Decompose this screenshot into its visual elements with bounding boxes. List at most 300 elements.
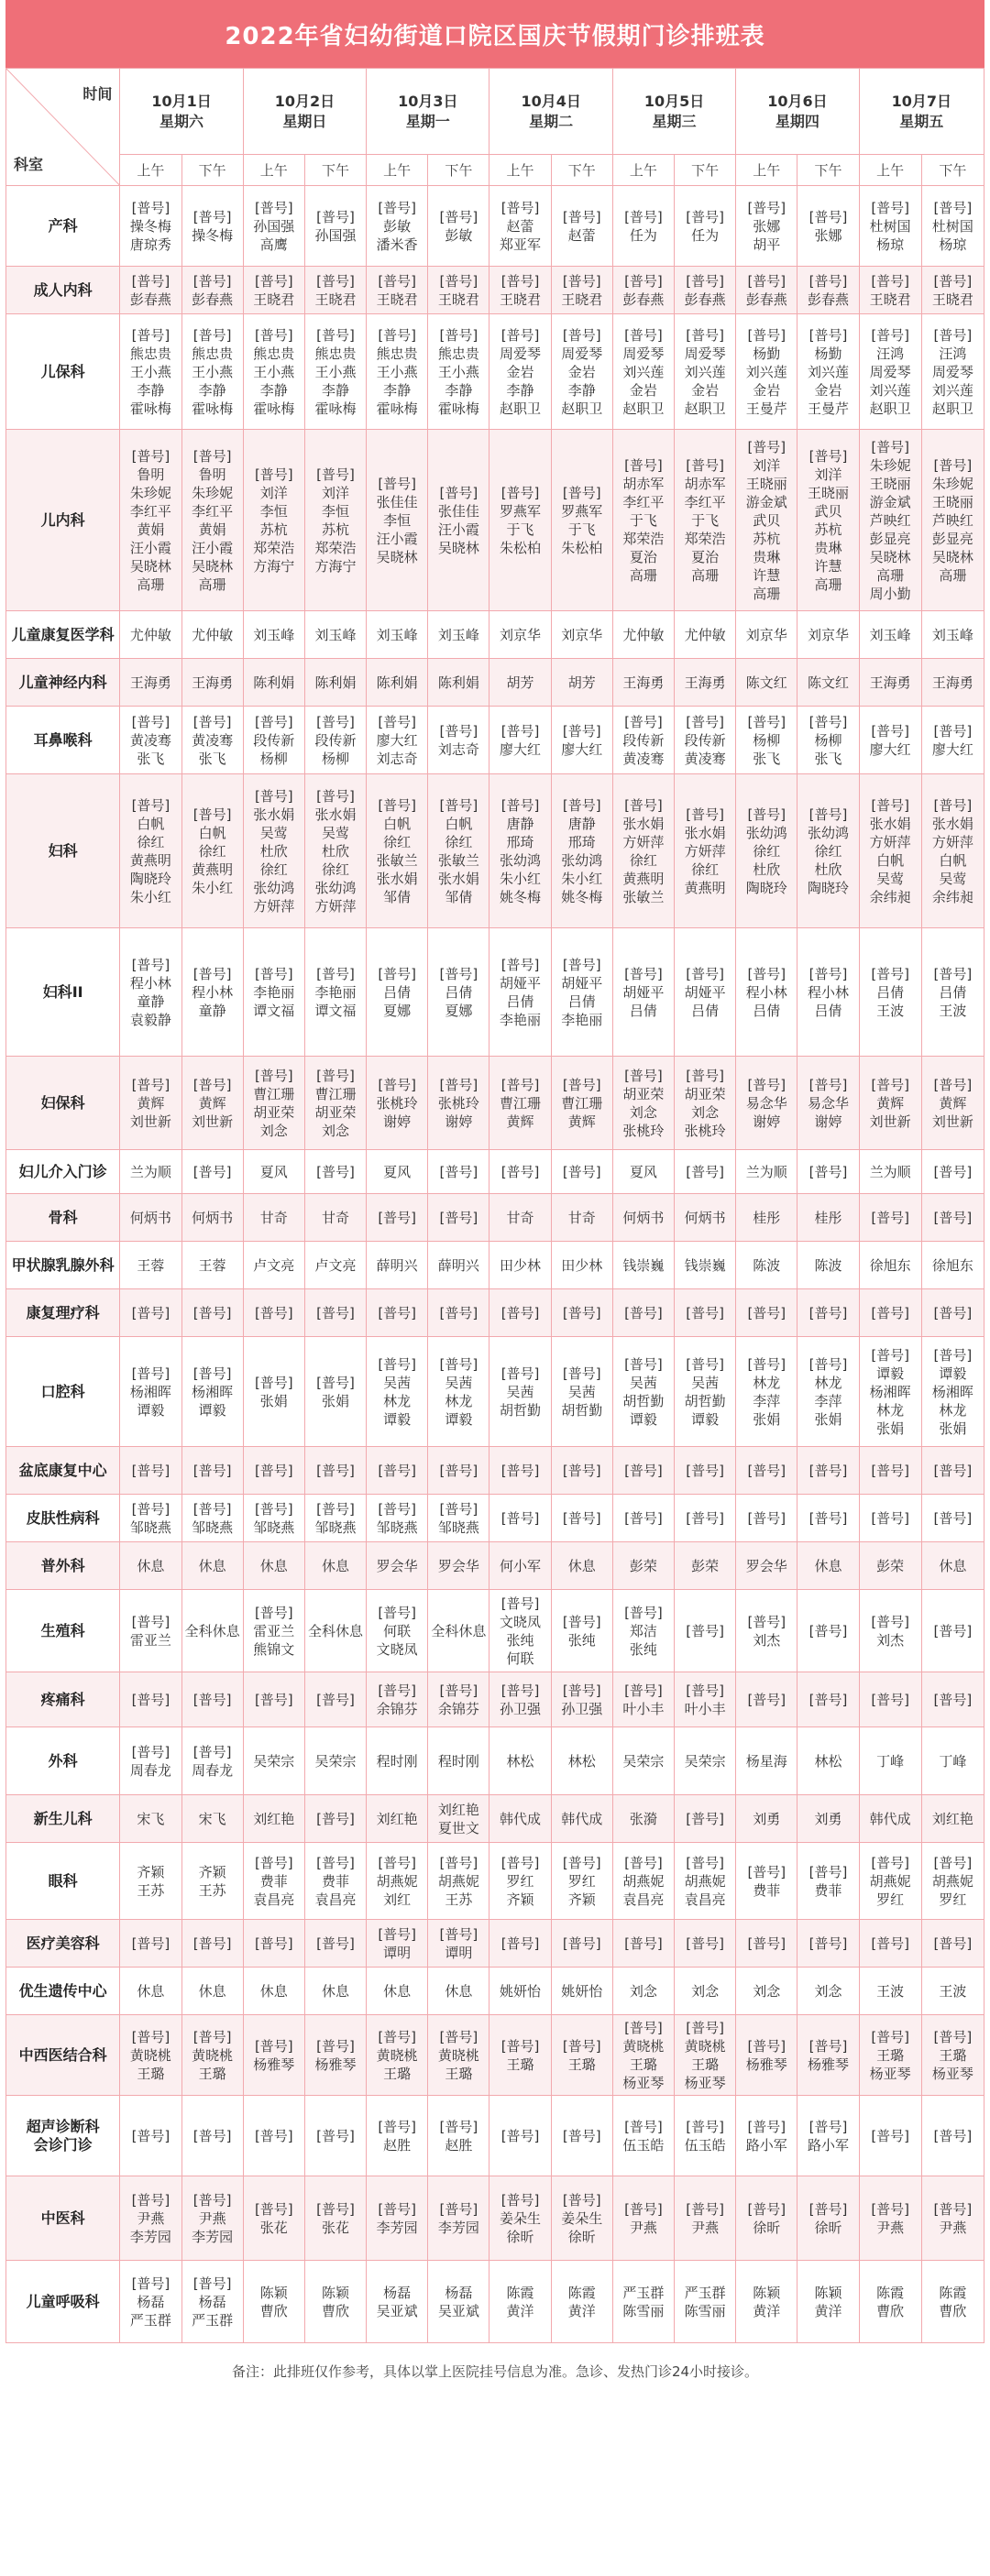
am-shift-cell: [普号] 杨湘晖 谭毅 [120, 1337, 182, 1447]
schedule-body [6, 186, 984, 2343]
pm-shift-cell: [普号] 王璐 [551, 2015, 612, 2096]
pm-shift-cell: 陈颖 黄洋 [798, 2261, 859, 2343]
am-shift-cell: [普号] 白帆 徐红 张敏兰 张水娟 邹倩 [367, 774, 428, 928]
dept-name-cell: 医疗美容科 [6, 1920, 120, 1968]
am-shift-cell: [普号] 胡娅平 吕倩 [612, 928, 674, 1057]
pm-shift-cell: [普号] 熊忠贵 王小燕 李静 霍咏梅 [428, 314, 490, 430]
pm-shift-cell: [普号] 吕倩 王波 [921, 928, 984, 1057]
pm-shift-cell: [普号] 胡娅平 吕倩 [675, 928, 736, 1057]
am-shift-cell: 吴荣宗 [612, 1727, 674, 1795]
am-shift-cell: [普号] [490, 1920, 551, 1968]
pm-header: 下午 [551, 155, 612, 186]
am-shift-cell: [普号] 王晓君 [367, 267, 428, 314]
pm-shift-cell: [普号] 吴茜 林龙 谭毅 [428, 1337, 490, 1447]
am-shift-cell: [普号] 伍玉皓 [612, 2096, 674, 2176]
pm-shift-cell: [普号] [798, 1289, 859, 1337]
am-shift-cell: 王蓉 [120, 1242, 182, 1289]
am-shift-cell: [普号] 王璐 [490, 2015, 551, 2096]
pm-shift-cell: [普号] 赵胜 [428, 2096, 490, 2176]
am-shift-cell: 韩代成 [490, 1795, 551, 1843]
am-shift-cell: [普号] 王晓君 [490, 267, 551, 314]
am-shift-cell: [普号] 张花 [243, 2176, 304, 2261]
dept-name-cell: 普外科 [6, 1542, 120, 1590]
am-shift-cell: [普号] [490, 1150, 551, 1194]
pm-shift-cell: [普号] [428, 1150, 490, 1194]
am-shift-cell: [普号] [736, 1447, 798, 1495]
am-shift-cell: [普号] 彭春燕 [120, 267, 182, 314]
am-shift-cell: [普号] 廖大红 [859, 707, 921, 774]
pm-shift-cell: [普号] 程小林 童静 [182, 928, 243, 1057]
am-shift-cell: [普号] 张幼鸿 徐红 杜欣 陶晓玲 [736, 774, 798, 928]
am-shift-cell: [普号] [859, 1289, 921, 1337]
am-header: 上午 [243, 155, 304, 186]
table-row [6, 1057, 984, 1150]
table-row [6, 1337, 984, 1447]
pm-shift-cell: 休息 [182, 1542, 243, 1590]
pm-shift-cell: 刘念 [675, 1968, 736, 2015]
pm-shift-cell: 胡芳 [551, 659, 612, 707]
pm-shift-cell: 刘京华 [551, 611, 612, 659]
am-header: 上午 [490, 155, 551, 186]
am-shift-cell: [普号] 文晓凤 张纯 何联 [490, 1590, 551, 1672]
am-shift-cell: 徐旭东 [859, 1242, 921, 1289]
am-shift-cell: [普号] [367, 1289, 428, 1337]
am-shift-cell: [普号] 朱珍妮 王晓丽 游金斌 芦映红 彭显亮 吴晓林 高珊 周小勤 [859, 430, 921, 611]
pm-shift-cell: [普号] 邹晓燕 [304, 1495, 366, 1542]
pm-shift-cell: [普号] 黄晓桃 王璐 杨亚琴 [675, 2015, 736, 2096]
pm-shift-cell: 休息 [551, 1542, 612, 1590]
am-shift-cell: [普号] [490, 1495, 551, 1542]
dept-name-cell: 康复理疗科 [6, 1289, 120, 1337]
pm-shift-cell: [普号] 吕倩 夏娜 [428, 928, 490, 1057]
pm-shift-cell: [普号] 周春龙 [182, 1727, 243, 1795]
pm-shift-cell: [普号] [304, 1672, 366, 1727]
am-shift-cell: [普号] [120, 1672, 182, 1727]
am-shift-cell: [普号] [243, 1289, 304, 1337]
am-shift-cell: 罗会华 [736, 1542, 798, 1590]
pm-shift-cell: [普号] [304, 1795, 366, 1843]
dept-name-cell: 新生儿科 [6, 1795, 120, 1843]
am-shift-cell: [普号] [859, 1920, 921, 1968]
am-shift-cell: [普号] 杨磊 严玉群 [120, 2261, 182, 2343]
am-shift-cell: [普号] 张水娟 吴莺 杜欣 徐红 张幼鸿 方妍萍 [243, 774, 304, 928]
pm-shift-cell: [普号] 费菲 袁昌亮 [304, 1843, 366, 1920]
am-shift-cell: 尤仲敏 [120, 611, 182, 659]
pm-shift-cell: [普号] 孙国强 [304, 186, 366, 267]
pm-shift-cell: [普号] [304, 1289, 366, 1337]
am-shift-cell: 刘勇 [736, 1795, 798, 1843]
am-shift-cell: [普号] 郑洁 张纯 [612, 1590, 674, 1672]
am-shift-cell: 休息 [120, 1968, 182, 2015]
footnote: 备注：此排班仅作参考，具体以掌上医院挂号信息为准。急诊、发热门诊24小时接诊。 [231, 2362, 759, 2380]
am-shift-cell: [普号] 雷亚兰 [120, 1590, 182, 1672]
pm-shift-cell: 田少林 [551, 1242, 612, 1289]
pm-shift-cell: [普号] [798, 1672, 859, 1727]
am-shift-cell: 陈利娟 [243, 659, 304, 707]
am-shift-cell: 宋飞 [120, 1795, 182, 1843]
am-shift-cell: [普号] 吕倩 夏娜 [367, 928, 428, 1057]
dept-name-cell: 眼科 [6, 1843, 120, 1920]
am-shift-cell: [普号] 汪鸿 周爱琴 刘兴莲 赵职卫 [859, 314, 921, 430]
pm-shift-cell: [普号] 王晓君 [428, 267, 490, 314]
dept-name-cell: 儿童神经内科 [6, 659, 120, 707]
am-shift-cell: [普号] 熊忠贵 王小燕 李静 霍咏梅 [120, 314, 182, 430]
am-shift-cell: [普号] [120, 1289, 182, 1337]
table-row [6, 2015, 984, 2096]
dept-name-cell: 儿童呼吸科 [6, 2261, 120, 2343]
am-shift-cell: 陈波 [736, 1242, 798, 1289]
am-shift-cell: [普号] 李艳丽 谭文福 [243, 928, 304, 1057]
pm-shift-cell: [普号] [182, 1920, 243, 1968]
pm-shift-cell: [普号] 廖大红 [551, 707, 612, 774]
dept-name-cell: 儿内科 [6, 430, 120, 611]
am-shift-cell: [普号] 何联 文晓凤 [367, 1590, 428, 1672]
corner-header [6, 69, 120, 186]
pm-shift-cell: 刘玉峰 [428, 611, 490, 659]
am-shift-cell: 韩代成 [859, 1795, 921, 1843]
pm-shift-cell: 王波 [921, 1968, 984, 2015]
table-row [6, 2261, 984, 2343]
pm-shift-cell: [普号] 王晓君 [304, 267, 366, 314]
dept-name-cell: 甲状腺乳腺外科 [6, 1242, 120, 1289]
pm-shift-cell: [普号] 胡赤军 李红平 于飞 郑荣浩 夏治 高珊 [675, 430, 736, 611]
pm-shift-cell: 严玉群 陈雪丽 [675, 2261, 736, 2343]
pm-shift-cell: [普号] [428, 1289, 490, 1337]
pm-shift-cell: [普号] 鲁明 朱珍妮 李红平 黄娟 汪小霞 吴晓林 高珊 [182, 430, 243, 611]
pm-shift-cell: [普号] [921, 1447, 984, 1495]
pm-shift-cell: 丁峰 [921, 1727, 984, 1795]
pm-shift-cell: [普号] 胡亚荣 刘念 张桃玲 [675, 1057, 736, 1150]
am-shift-cell: 姚妍怡 [490, 1968, 551, 2015]
am-shift-cell: 兰为顺 [736, 1150, 798, 1194]
am-shift-cell: [普号] 操冬梅 唐琼秀 [120, 186, 182, 267]
pm-shift-cell: 陈霞 黄洋 [551, 2261, 612, 2343]
pm-shift-cell: [普号] 彭春燕 [675, 267, 736, 314]
pm-shift-cell: [普号] [551, 1920, 612, 1968]
am-shift-cell: [普号] 段传新 杨柳 [243, 707, 304, 774]
am-shift-cell: 刘玉峰 [859, 611, 921, 659]
am-shift-cell: 王海勇 [859, 659, 921, 707]
am-shift-cell: [普号] 吴茜 胡哲勤 谭毅 [612, 1337, 674, 1447]
pm-shift-cell: [普号] [675, 1150, 736, 1194]
table-row [6, 430, 984, 611]
am-shift-cell: 休息 [243, 1542, 304, 1590]
pm-shift-cell: [普号] 张水娟 方妍萍 徐红 黄燕明 [675, 774, 736, 928]
am-shift-cell: [普号] 段传新 黄凌骞 [612, 707, 674, 774]
am-shift-cell: [普号] 李芳园 [367, 2176, 428, 2261]
pm-shift-cell: [普号] 胡燕妮 王苏 [428, 1843, 490, 1920]
pm-shift-cell: [普号] 谭毅 杨湘晖 林龙 张娟 [921, 1337, 984, 1447]
pm-shift-cell: [普号] 唐静 邢琦 张幼鸿 朱小红 姚冬梅 [551, 774, 612, 928]
am-shift-cell: [普号] 刘杰 [736, 1590, 798, 1672]
time-label: 时间 [82, 85, 113, 103]
pm-shift-cell: 韩代成 [551, 1795, 612, 1843]
pm-shift-cell: 陈利娟 [428, 659, 490, 707]
dept-name-cell: 外科 [6, 1727, 120, 1795]
dept-name-cell: 超声诊断科 会诊门诊 [6, 2096, 120, 2176]
am-shift-cell: 彭荣 [859, 1542, 921, 1590]
pm-shift-cell: 程时刚 [428, 1727, 490, 1795]
am-shift-cell: [普号] [859, 1194, 921, 1242]
am-shift-cell: 田少林 [490, 1242, 551, 1289]
pm-shift-cell: [普号] 王晓君 [551, 267, 612, 314]
pm-shift-cell: [普号] 尹燕 [675, 2176, 736, 2261]
am-shift-cell: [普号] 孙卫强 [490, 1672, 551, 1727]
am-shift-cell: [普号] 吴茜 林龙 谭毅 [367, 1337, 428, 1447]
am-shift-cell: [普号] 尹燕 李芳园 [120, 2176, 182, 2261]
pm-shift-cell: [普号] [304, 2096, 366, 2176]
am-shift-cell: [普号] 徐昕 [736, 2176, 798, 2261]
pm-shift-cell: [普号] 林龙 李萍 张娟 [798, 1337, 859, 1447]
table-row [6, 1727, 984, 1795]
pm-shift-cell: [普号] 叶小丰 [675, 1672, 736, 1727]
dept-name-cell: 中西医结合科 [6, 2015, 120, 2096]
pm-shift-cell: 刘红艳 夏世文 [428, 1795, 490, 1843]
pm-shift-cell: [普号] 刘志奇 [428, 707, 490, 774]
am-shift-cell: [普号] 谭毅 杨湘晖 林龙 张娟 [859, 1337, 921, 1447]
pm-shift-cell: [普号] 黄晓桃 王璐 [428, 2015, 490, 2096]
table-row [6, 1194, 984, 1242]
pm-shift-cell: 王海勇 [182, 659, 243, 707]
am-shift-cell: 休息 [120, 1542, 182, 1590]
am-shift-cell: [普号] 罗燕军 于飞 朱松柏 [490, 430, 551, 611]
pm-shift-cell: [普号] 胡燕妮 罗红 [921, 1843, 984, 1920]
am-shift-cell: 林松 [490, 1727, 551, 1795]
pm-shift-cell: 何炳书 [182, 1194, 243, 1242]
am-shift-cell: [普号] 吕倩 王波 [859, 928, 921, 1057]
pm-shift-cell: 姚妍怡 [551, 1968, 612, 2015]
pm-shift-cell: 全科休息 [182, 1590, 243, 1672]
pm-shift-cell: [普号] [182, 1289, 243, 1337]
am-shift-cell: 王海勇 [612, 659, 674, 707]
am-shift-cell: [普号] 叶小丰 [612, 1672, 674, 1727]
pm-shift-cell: [普号] 胡燕妮 袁昌亮 [675, 1843, 736, 1920]
pm-shift-cell: [普号] 杨雅琴 [304, 2015, 366, 2096]
pm-shift-cell: [普号] 张幼鸿 徐红 杜欣 陶晓玲 [798, 774, 859, 928]
am-shift-cell: 刘玉峰 [367, 611, 428, 659]
am-shift-cell: [普号] 孙国强 高鹰 [243, 186, 304, 267]
am-shift-cell: [普号] 胡燕妮 袁昌亮 [612, 1843, 674, 1920]
table-row [6, 928, 984, 1057]
pm-shift-cell: [普号] 李艳丽 谭文福 [304, 928, 366, 1057]
pm-shift-cell: 休息 [921, 1542, 984, 1590]
pm-shift-cell: [普号] 邹晓燕 [428, 1495, 490, 1542]
am-shift-cell: [普号] [612, 1289, 674, 1337]
am-shift-cell: [普号] 雷亚兰 熊锦文 [243, 1590, 304, 1672]
am-shift-cell: [普号] 周春龙 [120, 1727, 182, 1795]
pm-shift-cell: [普号] 徐昕 [798, 2176, 859, 2261]
pm-shift-cell: [普号] [798, 1920, 859, 1968]
am-shift-cell: 卢文亮 [243, 1242, 304, 1289]
am-shift-cell: [普号] [490, 2096, 551, 2176]
am-shift-cell: 钱崇巍 [612, 1242, 674, 1289]
pm-shift-cell: [普号] 张娜 [798, 186, 859, 267]
am-shift-cell: 夏风 [612, 1150, 674, 1194]
pm-shift-cell: [普号] [675, 1920, 736, 1968]
dept-name-cell: 成人内科 [6, 267, 120, 314]
am-shift-cell: [普号] [736, 1672, 798, 1727]
am-shift-cell: 兰为顺 [120, 1150, 182, 1194]
pm-shift-cell: [普号] 杨磊 严玉群 [182, 2261, 243, 2343]
am-shift-cell: [普号] 周爱琴 刘兴莲 金岩 赵职卫 [612, 314, 674, 430]
pm-shift-cell: 陈霞 曹欣 [921, 2261, 984, 2343]
pm-shift-cell: 王海勇 [675, 659, 736, 707]
pm-shift-cell: 王蓉 [182, 1242, 243, 1289]
am-shift-cell: [普号] 姜朵生 徐昕 [490, 2176, 551, 2261]
pm-shift-cell: [普号] 熊忠贵 王小燕 李静 霍咏梅 [182, 314, 243, 430]
am-shift-cell: [普号] 白帆 徐红 黄燕明 陶晓玲 朱小红 [120, 774, 182, 928]
pm-shift-cell: [普号] 白帆 徐红 张敏兰 张水娟 邹倩 [428, 774, 490, 928]
pm-shift-cell: [普号] [551, 1495, 612, 1542]
pm-shift-cell: [普号] 曹江珊 胡亚荣 刘念 [304, 1057, 366, 1150]
am-shift-cell: 刘红艳 [243, 1795, 304, 1843]
am-shift-cell: [普号] [243, 2096, 304, 2176]
am-shift-cell: [普号] [367, 1194, 428, 1242]
am-shift-cell: [普号] 张桃玲 谢婷 [367, 1057, 428, 1150]
am-shift-cell: [普号] 胡燕妮 罗红 [859, 1843, 921, 1920]
am-shift-cell: [普号] 王璐 杨亚琴 [859, 2015, 921, 2096]
am-shift-cell: 刘玉峰 [243, 611, 304, 659]
pm-shift-cell: [普号] 胡娅平 吕倩 李艳丽 [551, 928, 612, 1057]
am-shift-cell: [普号] [120, 2096, 182, 2176]
pm-shift-cell: [普号] [304, 1920, 366, 1968]
pm-shift-cell: [普号] [675, 1495, 736, 1542]
pm-shift-cell: [普号] 易念华 谢婷 [798, 1057, 859, 1150]
pm-shift-cell: 陈文红 [798, 659, 859, 707]
am-shift-cell: 陈利娟 [367, 659, 428, 707]
pm-shift-cell: [普号] [182, 1447, 243, 1495]
am-shift-cell: [普号] [736, 1920, 798, 1968]
am-shift-cell: [普号] 易念华 谢婷 [736, 1057, 798, 1150]
dept-name-cell: 妇科II [6, 928, 120, 1057]
am-header: 上午 [367, 155, 428, 186]
am-shift-cell: [普号] [120, 1447, 182, 1495]
table-row [6, 1289, 984, 1337]
pm-header: 下午 [675, 155, 736, 186]
table-row [6, 707, 984, 774]
pm-header: 下午 [428, 155, 490, 186]
table-row [6, 659, 984, 707]
pm-shift-cell: [普号] 刘洋 李恒 苏杭 郑荣浩 方海宁 [304, 430, 366, 611]
am-shift-cell: [普号] 任为 [612, 186, 674, 267]
am-shift-cell: [普号] 谭明 [367, 1920, 428, 1968]
pm-shift-cell: [普号] [798, 1150, 859, 1194]
table-row [6, 1150, 984, 1194]
am-shift-cell: 陈文红 [736, 659, 798, 707]
am-shift-cell: 何炳书 [120, 1194, 182, 1242]
pm-shift-cell: [普号] [551, 1447, 612, 1495]
am-shift-cell: 甘奇 [490, 1194, 551, 1242]
am-shift-cell: [普号] 黄晓桃 王璐 杨亚琴 [612, 2015, 674, 2096]
pm-shift-cell: 薛明兴 [428, 1242, 490, 1289]
am-shift-cell: [普号] [490, 1447, 551, 1495]
am-shift-cell: 陈霞 黄洋 [490, 2261, 551, 2343]
table-row [6, 1542, 984, 1590]
dept-name-cell: 皮肤性病科 [6, 1495, 120, 1542]
am-shift-cell: 休息 [367, 1968, 428, 2015]
am-shift-cell: [普号] 邹晓燕 [243, 1495, 304, 1542]
am-header: 上午 [736, 155, 798, 186]
pm-shift-cell: 齐颖 王苏 [182, 1843, 243, 1920]
am-shift-cell: 王波 [859, 1968, 921, 2015]
am-shift-cell: [普号] 罗红 齐颖 [490, 1843, 551, 1920]
pm-shift-cell: [普号] 伍玉皓 [675, 2096, 736, 2176]
am-shift-cell: 齐颖 王苏 [120, 1843, 182, 1920]
pm-shift-cell: [普号] 邹晓燕 [182, 1495, 243, 1542]
pm-shift-cell: [普号] [921, 1672, 984, 1727]
pm-shift-cell: [普号] [182, 1672, 243, 1727]
am-shift-cell: [普号] [859, 1672, 921, 1727]
table-row [6, 267, 984, 314]
pm-shift-cell: [普号] 白帆 徐红 黄燕明 朱小红 [182, 774, 243, 928]
am-shift-cell: [普号] 杨雅琴 [736, 2015, 798, 2096]
am-shift-cell: [普号] 胡娅平 吕倩 李艳丽 [490, 928, 551, 1057]
am-shift-cell: [普号] [243, 1447, 304, 1495]
pm-shift-cell: 何炳书 [675, 1194, 736, 1242]
pm-shift-cell: [普号] 黄凌骞 张飞 [182, 707, 243, 774]
pm-shift-cell: 杨磊 吴亚斌 [428, 2261, 490, 2343]
day-header: 10月4日 星期二 [490, 69, 612, 155]
pm-shift-cell: [普号] 王晓君 [921, 267, 984, 314]
am-shift-cell: [普号] 王晓君 [243, 267, 304, 314]
am-shift-cell: 杨磊 吴亚斌 [367, 2261, 428, 2343]
pm-shift-cell: [普号] 李芳园 [428, 2176, 490, 2261]
pm-shift-cell: [普号] 尹燕 李芳园 [182, 2176, 243, 2261]
pm-shift-cell: [普号] 谭明 [428, 1920, 490, 1968]
am-shift-cell: 夏风 [367, 1150, 428, 1194]
pm-shift-cell: [普号] 张水娟 方妍萍 白帆 吴莺 余纬昶 [921, 774, 984, 928]
am-shift-cell: [普号] 张佳佳 李恒 汪小霞 吴晓林 [367, 430, 428, 611]
pm-shift-cell: 刘京华 [798, 611, 859, 659]
dept-name-cell: 产科 [6, 186, 120, 267]
am-shift-cell: [普号] 黄晓桃 王璐 [120, 2015, 182, 2096]
am-shift-cell: [普号] 张水娟 方妍萍 徐红 黄燕明 张敏兰 [612, 774, 674, 928]
pm-shift-cell: [普号] 廖大红 [921, 707, 984, 774]
am-shift-cell: [普号] 彭敏 潘米香 [367, 186, 428, 267]
am-shift-cell: [普号] 杨柳 张飞 [736, 707, 798, 774]
am-shift-cell: [普号] 胡亚荣 刘念 张桃玲 [612, 1057, 674, 1150]
am-shift-cell: [普号] 熊忠贵 王小燕 李静 霍咏梅 [243, 314, 304, 430]
am-shift-cell: [普号] [612, 1920, 674, 1968]
pm-shift-cell: 刘红艳 [921, 1795, 984, 1843]
am-shift-cell: [普号] [736, 1289, 798, 1337]
am-shift-cell: [普号] 彭春燕 [736, 267, 798, 314]
am-shift-cell: [普号] [612, 1447, 674, 1495]
dept-name-cell: 口腔科 [6, 1337, 120, 1447]
pm-shift-cell: [普号] 罗红 齐颖 [551, 1843, 612, 1920]
am-shift-cell: [普号] 杜树国 杨琼 [859, 186, 921, 267]
pm-shift-cell: [普号] 杨湘晖 谭毅 [182, 1337, 243, 1447]
am-shift-cell: 丁峰 [859, 1727, 921, 1795]
dept-name-cell: 盆底康复中心 [6, 1447, 120, 1495]
am-shift-cell: 刘京华 [490, 611, 551, 659]
pm-shift-cell: [普号] [551, 1150, 612, 1194]
am-shift-cell: [普号] 尹燕 [612, 2176, 674, 2261]
am-shift-cell: 罗会华 [367, 1542, 428, 1590]
pm-header: 下午 [182, 155, 243, 186]
pm-shift-cell: [普号] 张娟 [304, 1337, 366, 1447]
dept-name-cell: 妇儿介入门诊 [6, 1150, 120, 1194]
am-shift-cell: [普号] [736, 1495, 798, 1542]
pm-shift-cell: [普号] 周爱琴 金岩 李静 赵职卫 [551, 314, 612, 430]
pm-shift-cell: [普号] [921, 1495, 984, 1542]
am-shift-cell: [普号] 刘杰 [859, 1590, 921, 1672]
page-title: 2022年省妇幼街道口院区国庆节假期门诊排班表 [6, 0, 984, 68]
pm-header: 下午 [304, 155, 366, 186]
pm-shift-cell: [普号] 罗燕军 于飞 朱松柏 [551, 430, 612, 611]
pm-shift-cell: [普号] 吴茜 胡哲勤 谭毅 [675, 1337, 736, 1447]
am-shift-cell: [普号] 曹江珊 黄辉 [490, 1057, 551, 1150]
